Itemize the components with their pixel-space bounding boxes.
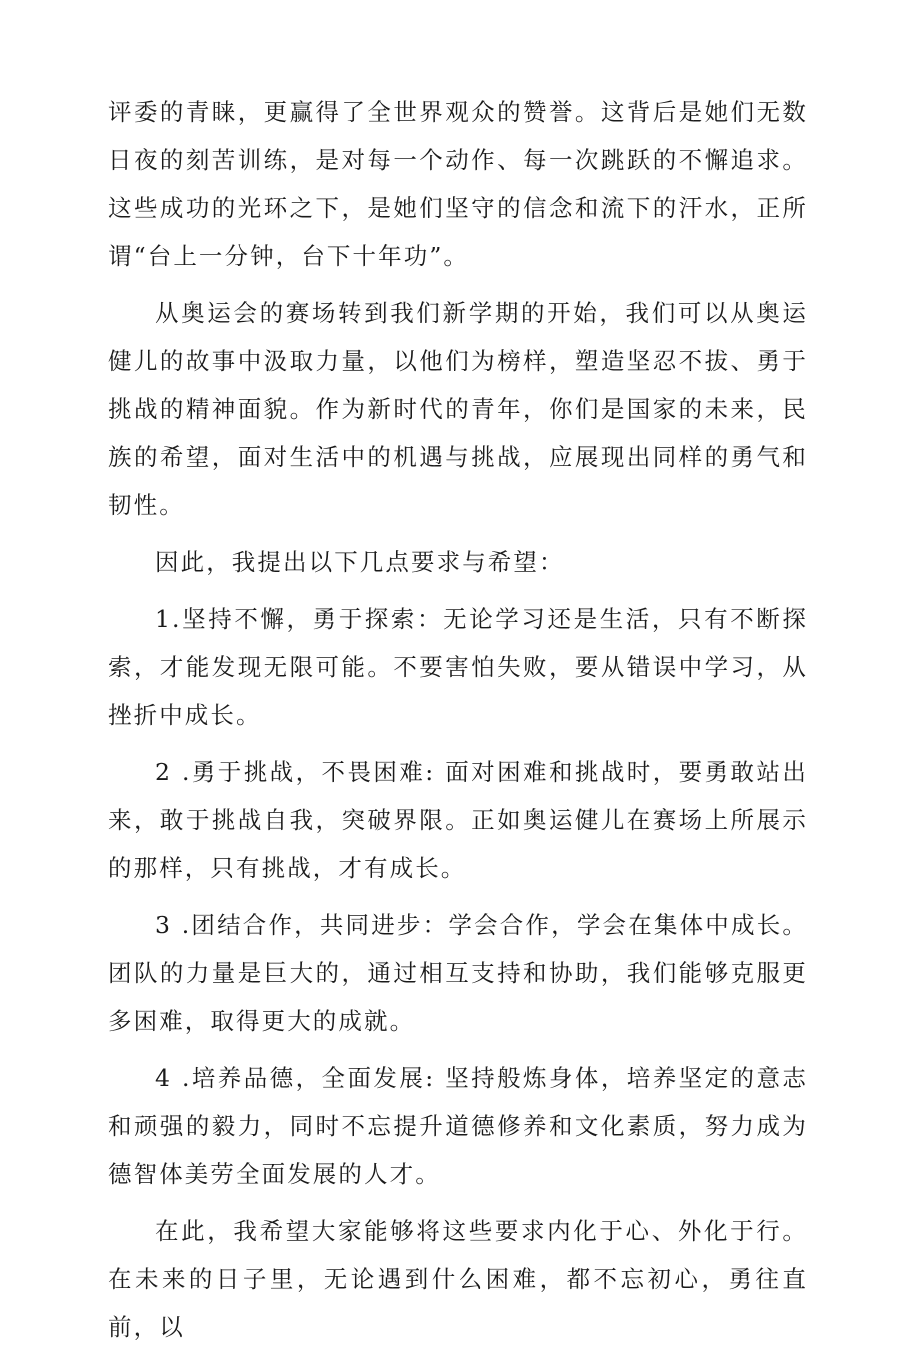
list-item-1: 1.坚持不懈，勇于探索：无论学习还是生活，只有不断探索，才能发现无限可能。不要害怕失败，要从错误中学习，从挫折中成长。: [108, 605, 808, 729]
paragraph-requirements-intro: 因此，我提出以下几点要求与希望：: [155, 548, 565, 576]
paragraph-olympics-to-semester: 从奥运会的赛场转到我们新学期的开始，我们可以从奥运健儿的故事中汲取力量，以他们为榜样，塑造坚忍不拔、勇于挑战的精神面貌。作为新时代的青年，你们是国家的未来，民族的希望，面对生活中的机遇与挑战，应展现出同样的勇气和韧性。: [108, 299, 808, 519]
document-body: [108, 88, 808, 1360]
list-item-2: 2 .勇于挑战，不畏困难: 面对困难和挑战时，要勇敢站出来，敢于挑战自我，突破界限。正如奥运健儿在赛场上所展示的那样，只有挑战，才有成长。: [108, 758, 808, 882]
list-item-3: 3 .团结合作，共同进步：学会合作，学会在集体中成长。团队的力量是巨大的，通过相互支持和协助，我们能够克服更多困难，取得更大的成就。: [108, 911, 808, 1035]
list-item-4: 4 .培养品德，全面发展: 坚持般炼身体，培养坚定的意志和顽强的毅力，同时不忘提升道德修养和文化素质，努力成为德智体美劳全面发展的人才。: [108, 1064, 808, 1188]
paragraph-continuation: 评委的青睐，更赢得了全世界观众的赞誉。这背后是她们无数日夜的刻苦训练，是对每一个动作、每一次跳跃的不懈追求。这些成功的光环之下，是她们坚守的信念和流下的汗水，正所谓“台上一分钟，台下十年功”。: [108, 98, 808, 270]
paragraph-closing: 在此，我希望大家能够将这些要求内化于心、外化于行。在未来的日子里，无论遇到什么困难，都不忘初心，勇往直前，以: [108, 1217, 808, 1341]
